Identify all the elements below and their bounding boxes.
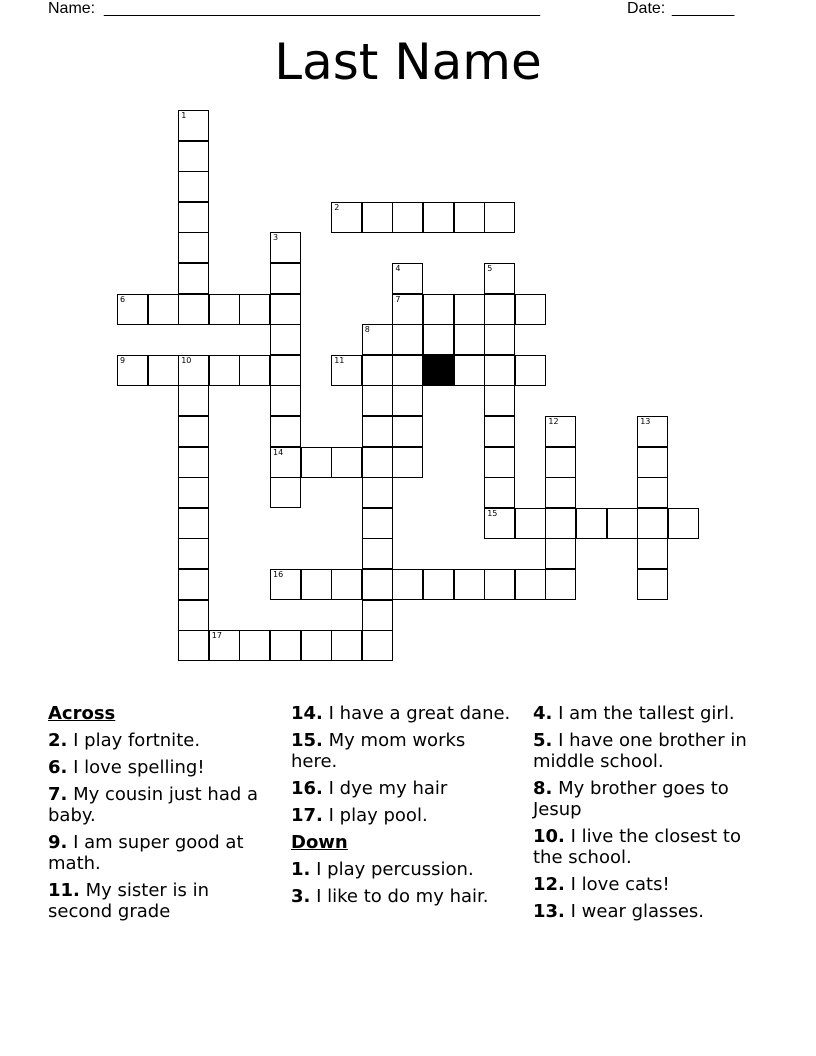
grid-cell[interactable]	[362, 385, 393, 416]
name-label: Name:	[48, 0, 96, 17]
grid-cell[interactable]	[270, 263, 301, 294]
date-field[interactable]: _______	[672, 0, 735, 17]
grid-cell[interactable]	[270, 385, 301, 416]
grid-cell[interactable]	[515, 569, 546, 600]
grid-cell[interactable]	[484, 202, 515, 233]
cell-number: 6	[120, 294, 126, 304]
clue-down-13	[533, 901, 758, 922]
clue-number: 8.	[533, 778, 553, 799]
clues-column-2	[291, 703, 516, 913]
grid-cell[interactable]	[576, 508, 607, 539]
clue-across-6	[48, 757, 273, 778]
grid-cell[interactable]	[515, 294, 546, 325]
grid-cell[interactable]	[362, 630, 393, 661]
grid-cell[interactable]	[270, 477, 301, 508]
grid-cell[interactable]	[178, 508, 209, 539]
grid-cell[interactable]	[209, 294, 240, 325]
grid-cell[interactable]	[331, 569, 362, 600]
grid-cell[interactable]	[392, 263, 423, 294]
clue-number: 5.	[533, 730, 553, 751]
grid-cell[interactable]	[270, 294, 301, 325]
clue-across-2	[48, 730, 273, 751]
clue-number: 16.	[291, 778, 323, 799]
grid-cell[interactable]	[484, 263, 515, 294]
grid-cell[interactable]	[331, 202, 362, 233]
grid-cell[interactable]	[484, 416, 515, 447]
grid-cell[interactable]	[637, 569, 668, 600]
grid-cell[interactable]	[178, 630, 209, 661]
grid-cell[interactable]	[484, 355, 515, 386]
grid-cell[interactable]	[178, 294, 209, 325]
clue-down-1	[291, 859, 516, 880]
grid-cell[interactable]	[331, 447, 362, 478]
grid-cell[interactable]	[270, 416, 301, 447]
cell-number: 10	[181, 355, 192, 365]
clue-number: 7.	[48, 784, 68, 805]
grid-cell[interactable]	[668, 508, 699, 539]
clue-across-16	[291, 778, 516, 799]
grid-cell[interactable]	[484, 324, 515, 355]
grid-cell[interactable]	[178, 263, 209, 294]
black-square	[423, 355, 454, 386]
cell-number: 8	[364, 325, 370, 335]
clue-across-9	[48, 832, 273, 874]
grid-cell[interactable]	[239, 630, 270, 661]
clue-text: I am super good at math.	[48, 832, 244, 874]
grid-cell[interactable]	[392, 324, 423, 355]
grid-cell[interactable]	[392, 294, 423, 325]
clue-text: I have one brother in middle school.	[533, 730, 747, 772]
grid-cell[interactable]	[637, 538, 668, 569]
grid-cell[interactable]	[392, 202, 423, 233]
grid-cell[interactable]	[392, 569, 423, 600]
grid-cell[interactable]	[117, 294, 148, 325]
clue-number: 10.	[533, 826, 565, 847]
clue-text: I play pool.	[328, 805, 428, 826]
clue-text: I am the tallest girl.	[558, 703, 735, 724]
clue-text: I have a great dane.	[328, 703, 511, 724]
grid-cell[interactable]	[454, 355, 485, 386]
grid-cell[interactable]	[178, 110, 209, 141]
grid-cell[interactable]	[637, 508, 668, 539]
cell-number: 9	[120, 355, 126, 365]
clue-down-5	[533, 730, 758, 772]
grid-cell[interactable]	[178, 538, 209, 569]
clue-text: I love spelling!	[73, 757, 205, 778]
grid-cell[interactable]	[362, 538, 393, 569]
grid-cell[interactable]	[362, 355, 393, 386]
name-field[interactable]: _________________________________________________	[104, 0, 541, 17]
cell-number: 14	[273, 447, 284, 457]
down-heading: Down	[291, 832, 348, 853]
cell-number: 1	[181, 111, 187, 120]
grid-cell[interactable]	[178, 141, 209, 172]
grid-cell[interactable]	[484, 569, 515, 600]
clue-number: 17.	[291, 805, 323, 826]
grid-cell[interactable]	[362, 416, 393, 447]
grid-cell[interactable]	[545, 569, 576, 600]
cell-number: 2	[334, 202, 340, 212]
clue-number: 11.	[48, 880, 80, 901]
grid-cell[interactable]	[423, 324, 454, 355]
clue-down-3	[291, 886, 516, 907]
grid-cell[interactable]	[637, 416, 668, 447]
clue-down-10	[533, 826, 758, 868]
grid-cell[interactable]	[392, 416, 423, 447]
grid-cell[interactable]	[331, 355, 362, 386]
grid-cell[interactable]	[484, 385, 515, 416]
grid-cell[interactable]	[178, 202, 209, 233]
grid-cell[interactable]	[423, 202, 454, 233]
grid-cell[interactable]	[209, 630, 240, 661]
grid-cell[interactable]	[484, 508, 515, 539]
grid-cell[interactable]	[209, 355, 240, 386]
grid-cell[interactable]	[178, 416, 209, 447]
grid-cell[interactable]	[423, 294, 454, 325]
clue-number: 13.	[533, 901, 565, 922]
clue-text: I dye my hair	[328, 778, 448, 799]
grid-cell[interactable]	[239, 355, 270, 386]
cell-number: 12	[548, 417, 559, 426]
clue-text: I wear glasses.	[570, 901, 704, 922]
grid-cell[interactable]	[117, 355, 148, 386]
grid-cell[interactable]	[301, 630, 332, 661]
grid-cell[interactable]	[392, 355, 423, 386]
grid-cell[interactable]	[270, 630, 301, 661]
clue-across-11	[48, 880, 273, 922]
cell-number: 17	[211, 631, 222, 641]
grid-cell[interactable]	[178, 569, 209, 600]
grid-cell[interactable]	[545, 508, 576, 539]
grid-cell[interactable]	[392, 385, 423, 416]
clue-down-4	[533, 703, 758, 724]
grid-cell[interactable]	[454, 294, 485, 325]
grid-cell[interactable]	[545, 538, 576, 569]
page-title: Last Name	[274, 33, 542, 91]
grid-cell[interactable]	[484, 294, 515, 325]
grid-cell[interactable]	[484, 477, 515, 508]
clue-number: 2.	[48, 730, 68, 751]
grid-cell[interactable]	[270, 569, 301, 600]
cell-number: 3	[273, 233, 279, 243]
clues-column-3	[533, 703, 758, 928]
clue-text: I love cats!	[570, 874, 670, 895]
clue-down-12	[533, 874, 758, 895]
clue-text: I play fortnite.	[73, 730, 201, 751]
grid-cell[interactable]	[362, 202, 393, 233]
clues-column-1	[48, 703, 273, 928]
grid-cell[interactable]	[362, 508, 393, 539]
grid-cell[interactable]	[362, 324, 393, 355]
grid-cell[interactable]	[148, 355, 179, 386]
grid-cell[interactable]	[178, 447, 209, 478]
cell-number: 7	[395, 294, 401, 304]
grid-cell[interactable]	[239, 294, 270, 325]
clue-text: I like to do my hair.	[316, 886, 489, 907]
grid-cell[interactable]	[331, 630, 362, 661]
clue-number: 1.	[291, 859, 311, 880]
clue-number: 6.	[48, 757, 68, 778]
clue-text: My brother goes to Jesup	[533, 778, 729, 820]
clue-text: I play percussion.	[316, 859, 474, 880]
grid-cell[interactable]	[545, 447, 576, 478]
cell-number: 4	[395, 264, 401, 273]
grid-cell[interactable]	[454, 569, 485, 600]
across-heading: Across	[48, 703, 116, 724]
grid-cell[interactable]	[362, 569, 393, 600]
grid-cell[interactable]	[484, 447, 515, 478]
clue-across-17	[291, 805, 516, 826]
clue-text: My cousin just had a baby.	[48, 784, 259, 826]
clue-text: My sister is in second grade	[48, 880, 210, 922]
grid-cell[interactable]	[454, 202, 485, 233]
grid-cell[interactable]	[178, 171, 209, 202]
grid-cell[interactable]	[178, 385, 209, 416]
grid-cell[interactable]	[362, 600, 393, 631]
grid-cell[interactable]	[301, 569, 332, 600]
grid-cell[interactable]	[454, 324, 485, 355]
clue-across-15	[291, 730, 516, 772]
clue-number: 9.	[48, 832, 68, 853]
grid-cell[interactable]	[362, 477, 393, 508]
grid-cell[interactable]	[607, 508, 638, 539]
grid-cell[interactable]	[545, 477, 576, 508]
grid-cell[interactable]	[301, 447, 332, 478]
cell-number: 16	[273, 570, 284, 579]
grid-cell[interactable]	[392, 447, 423, 478]
clue-across-7	[48, 784, 273, 826]
grid-cell[interactable]	[148, 294, 179, 325]
grid-cell[interactable]	[545, 416, 576, 447]
clue-across-14	[291, 703, 516, 724]
grid-cell[interactable]	[270, 232, 301, 263]
grid-cell[interactable]	[178, 232, 209, 263]
grid-cell[interactable]	[178, 477, 209, 508]
clue-number: 4.	[533, 703, 553, 724]
cell-number: 15	[487, 508, 498, 518]
grid-cell[interactable]	[423, 569, 454, 600]
grid-cell[interactable]	[270, 355, 301, 386]
clue-number: 12.	[533, 874, 565, 895]
clue-number: 3.	[291, 886, 311, 907]
cell-number: 13	[640, 417, 651, 426]
grid-cell[interactable]	[178, 355, 209, 386]
grid-cell[interactable]	[270, 324, 301, 355]
clue-down-8	[533, 778, 758, 820]
grid-cell[interactable]	[362, 447, 393, 478]
date-label: Date:	[627, 0, 666, 17]
clue-number: 14.	[291, 703, 323, 724]
clue-number: 15.	[291, 730, 323, 751]
grid-cell[interactable]	[637, 477, 668, 508]
grid-cell[interactable]	[178, 600, 209, 631]
grid-cell[interactable]	[515, 508, 546, 539]
grid-cell[interactable]	[270, 447, 301, 478]
cell-number: 11	[334, 355, 345, 365]
cell-number: 5	[487, 264, 493, 273]
clue-text: I live the closest to the school.	[533, 826, 741, 868]
clue-text: My mom works here.	[291, 730, 466, 772]
grid-cell[interactable]	[515, 355, 546, 386]
grid-cell[interactable]	[637, 447, 668, 478]
